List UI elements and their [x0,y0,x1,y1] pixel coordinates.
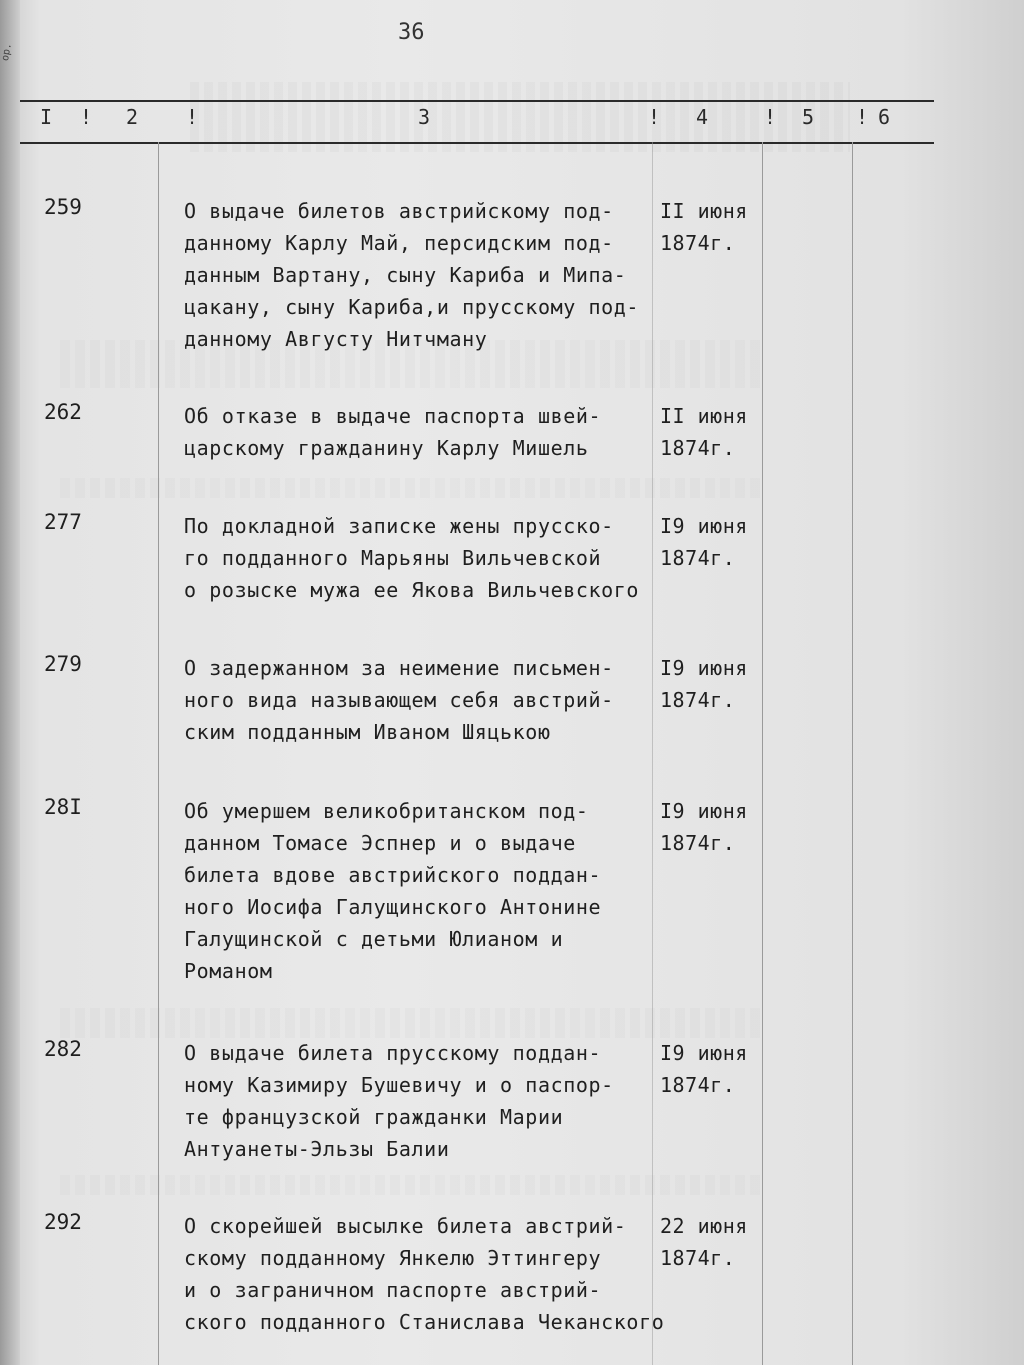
entry-date: 22 июня 1874г. [660,1214,748,1270]
entry-number: 259 [44,195,82,219]
header-separator: ! [80,105,93,129]
entry-date: I9 июня 1874г. [660,514,748,570]
entry-number: 28I [44,795,82,819]
header-separator: ! [856,105,869,129]
table-header [0,100,1024,142]
entry-date: II июня 1874г. [660,404,748,460]
header-col-5: 5 [802,105,815,129]
entry-text: О задержанном за неимение письмен- ного вида называющем себя австрий- ским подданным Иваном Шяцькою [184,656,614,744]
entry-number: 292 [44,1210,82,1234]
corner-note: ор. [0,42,14,62]
header-separator: ! [764,105,777,129]
entry-text: Об умершем великобританском под- данном Томасе Эспнер и о выдаче билета вдове австрийского поддан- ного Иосифа Галущинского Антонине Галущинской с детьми Юлианом и Романом [184,799,602,983]
entry-text: По докладной записке жены прусско- го подданного Марьяны Вильчевской о розыске мужа ее Якова Вильчевского [184,514,640,602]
column-rule [158,142,159,1365]
page-binding [0,0,20,1365]
entry-date: II июня 1874г. [660,199,748,255]
column-rule [762,142,763,1365]
entry-number: 282 [44,1037,82,1061]
header-separator: ! [648,105,661,129]
header-col-1: I [40,105,53,129]
entry-text: О скорейшей высылке билета австрий- скому подданному Янкелю Эттингеру и о заграничном паспорте австрий- ского подданного Станислава Чеканского [184,1214,665,1334]
header-separator: ! [186,105,199,129]
entry-date: I9 июня 1874г. [660,656,748,712]
entry-date: I9 июня 1874г. [660,799,748,855]
entry-text: О выдаче билетов австрийскому под- данному Карлу Май, персидским под- данным Вартану, сыну Кариба и Мипа- цакану, сыну Кариба,и прусскому под- данному Августу Нитчману [184,199,640,351]
header-col-4: 4 [696,105,709,129]
entry-number: 279 [44,652,82,676]
bleed-through-decoration [60,1175,760,1195]
entry-number: 277 [44,510,82,534]
column-rule [852,142,853,1365]
entry-text: О выдаче билета прусскому поддан- ному Казимиру Бушевичу и о паспор- те французской гражданки Марии Антуанеты-Эльзы Балии [184,1041,614,1161]
page-number: 36 [398,20,425,45]
bleed-through-decoration [60,478,760,498]
entry-text: Об отказе в выдаче паспорта швей- царскому гражданину Карлу Мишель [184,404,602,460]
bleed-through-decoration [60,1008,760,1038]
header-col-3: 3 [418,105,431,129]
entry-date: I9 июня 1874г. [660,1041,748,1097]
header-col-6: 6 [878,105,891,129]
header-col-2: 2 [126,105,139,129]
entry-number: 262 [44,400,82,424]
